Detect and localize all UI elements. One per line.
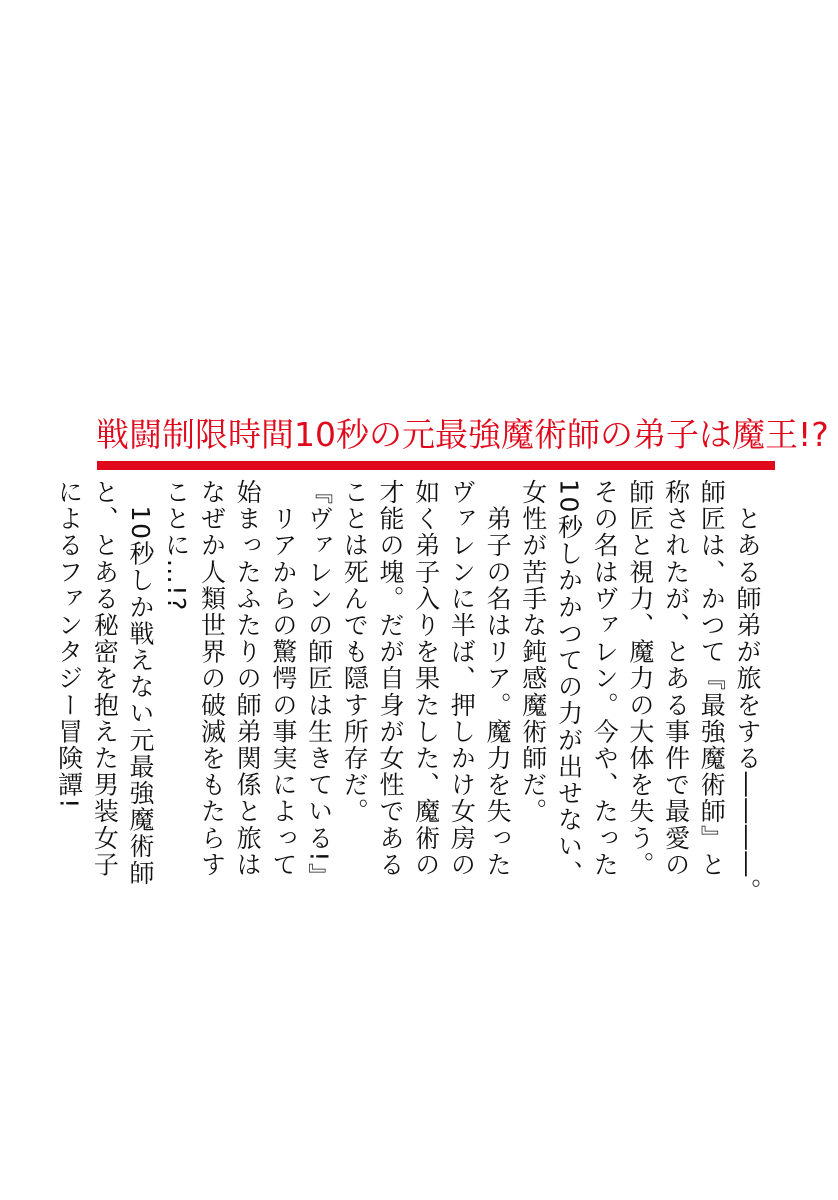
synopsis-line: 始まったふたりの師弟関係と旅は xyxy=(233,479,263,878)
synopsis-line: リアからの驚愕の事実によって xyxy=(268,479,298,878)
synopsis-line: 如く弟子入りを果たした、魔術の xyxy=(411,479,441,878)
synopsis-line: なぜか人類世界の破滅をもたらす xyxy=(197,479,227,878)
synopsis-line: 女性が苦手な鈍感魔術師だ。 xyxy=(518,479,548,825)
title: 戦闘制限時間10秒の元最強魔術師の弟子は魔王!? xyxy=(96,415,829,454)
synopsis-line: と、とある秘密を抱えた男装女子 xyxy=(90,479,120,878)
synopsis-line: ことに…!? xyxy=(161,479,191,612)
synopsis-line: その名はヴァレン。今や、たった xyxy=(590,479,620,878)
synopsis-line: 10秒しかかつての力が出せない、 xyxy=(554,479,584,887)
synopsis-line: とある師弟が旅をする――――。 xyxy=(733,479,762,905)
synopsis-line: 弟子の名はリア。魔力を失った xyxy=(483,479,513,878)
synopsis-line: ヴァレンに半ば、押しかけ女房の xyxy=(447,479,477,878)
synopsis-line: 『ヴァレンの師匠は生きている!』 xyxy=(304,479,334,890)
synopsis-line: ことは死んでも隠す所存だ。 xyxy=(340,479,370,825)
title-underline xyxy=(97,461,775,470)
synopsis-text xyxy=(54,479,765,905)
synopsis-line: によるファンタジー冒険譚! xyxy=(54,479,84,810)
synopsis-line: 10秒しか戦えない元最強魔術師 xyxy=(126,479,156,887)
synopsis-line: 師匠は、かつて『最強魔術師』と xyxy=(697,479,727,878)
synopsis-line: 才能の塊。だが自身が女性である xyxy=(375,479,405,878)
synopsis-line: 称されたが、とある事件で最愛の xyxy=(661,479,691,878)
synopsis-line: 師匠と視力、魔力の大体を失う。 xyxy=(625,479,655,878)
